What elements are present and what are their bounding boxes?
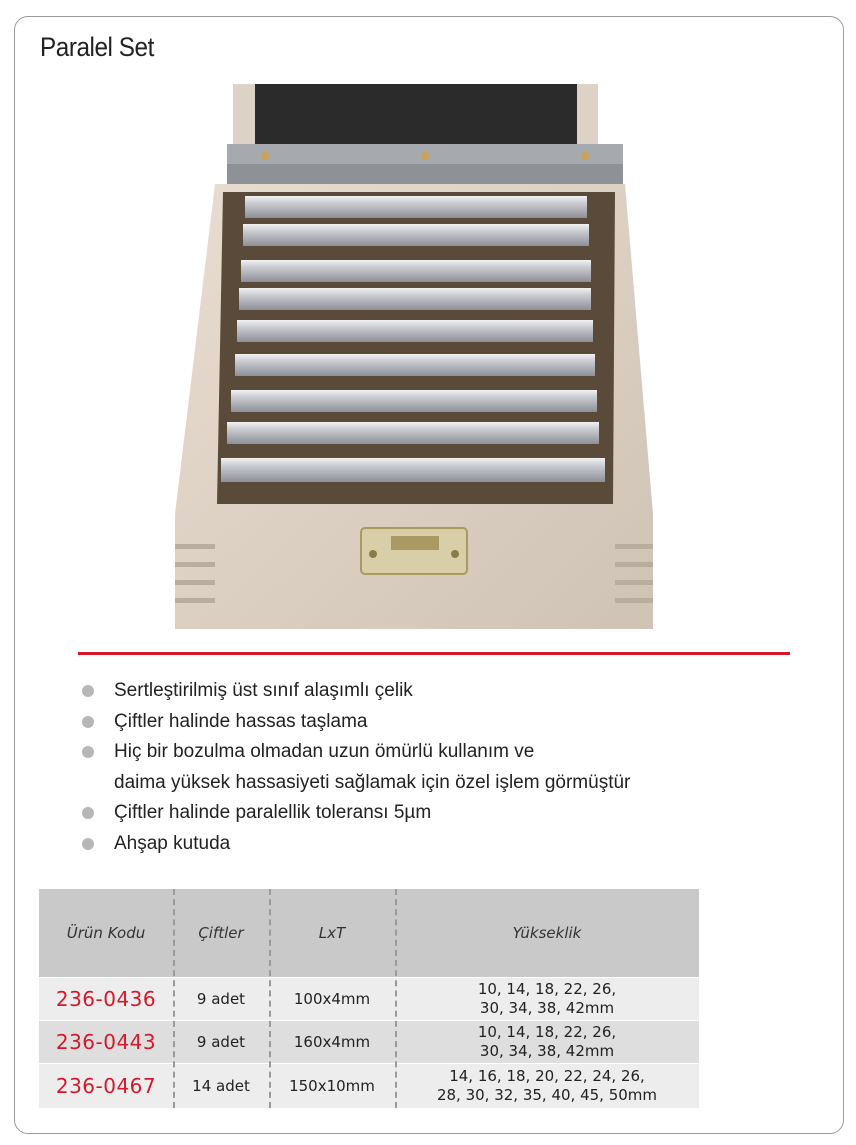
pairs-value: 14 adet [192, 1076, 250, 1095]
bullet-icon [82, 838, 94, 850]
header-product-code: Ürün Kodu [66, 924, 146, 942]
height-value: 14, 16, 18, 20, 22, 24, 26, 28, 30, 32, 35, 40, 45, 50mm [436, 1067, 658, 1104]
bullet-icon [82, 746, 94, 758]
column-divider [395, 889, 397, 1108]
table-row [39, 978, 699, 1020]
header-size: LxT [318, 924, 346, 942]
feature-item: Ahşap kutuda [80, 829, 630, 860]
size-value: 100x4mm [293, 989, 371, 1008]
height-value: 10, 14, 18, 22, 26, 30, 34, 38, 42mm [477, 980, 617, 1017]
height-value: 10, 14, 18, 22, 26, 30, 34, 38, 42mm [477, 1023, 617, 1060]
product-photo [175, 84, 655, 629]
product-table [39, 889, 699, 1108]
header-height: Yükseklik [512, 924, 582, 942]
feature-item: Sertleştirilmiş üst sınıf alaşımlı çelik [80, 676, 630, 707]
pairs-value: 9 adet [196, 989, 246, 1008]
bullet-icon [82, 807, 94, 819]
section-divider [78, 652, 790, 655]
size-value: 160x4mm [293, 1032, 371, 1051]
bullet-icon [82, 716, 94, 728]
feature-list [80, 676, 630, 859]
table-header [39, 889, 699, 977]
column-divider [269, 889, 271, 1108]
product-code: 236-0436 [55, 986, 157, 1011]
feature-item: Hiç bir bozulma olmadan uzun ömürlü kullanım ve daima yüksek hassasiyeti sağlamak için özel işlem görmüştür [80, 737, 630, 798]
page-title: Paralel Set [40, 32, 154, 62]
table-row [39, 1021, 699, 1063]
size-value: 150x10mm [289, 1076, 375, 1095]
steel-bars [221, 196, 605, 482]
header-pairs: Çiftler [198, 924, 244, 942]
product-code: 236-0443 [55, 1029, 157, 1054]
table-row [39, 1064, 699, 1108]
feature-item: Çiftler halinde hassas taşlama [80, 707, 630, 738]
bullet-icon [82, 685, 94, 697]
pairs-value: 9 adet [196, 1032, 246, 1051]
column-divider [173, 889, 175, 1108]
product-code: 236-0467 [55, 1073, 157, 1098]
feature-item: Çiftler halinde paralellik toleransı 5µm [80, 798, 630, 829]
